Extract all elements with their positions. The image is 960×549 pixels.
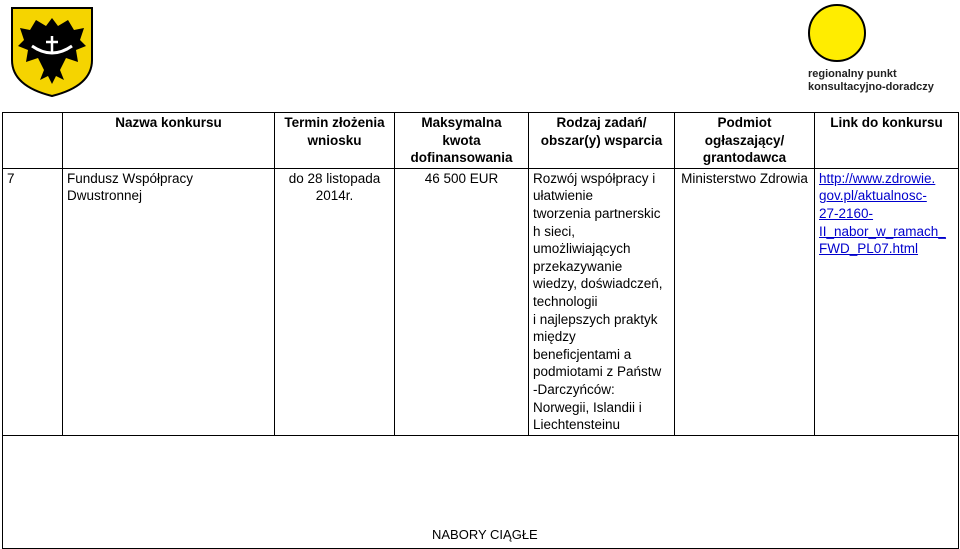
- header-scope: Rodzaj zadań/ obszar(y) wsparcia: [529, 113, 675, 169]
- yellow-circle-icon: [808, 4, 866, 62]
- link-line-1[interactable]: http://www.zdrowie.: [819, 170, 936, 186]
- header-row: [3, 113, 959, 169]
- footer-label: NABORY CIĄGŁE: [432, 527, 538, 542]
- header-name: Nazwa konkursu: [63, 113, 275, 169]
- crest-icon: [10, 6, 94, 98]
- row-number: 7: [3, 168, 63, 435]
- brand-line-1: regionalny punkt: [808, 68, 897, 80]
- header-link: Link do konkursu: [815, 113, 959, 169]
- grant-table: [2, 112, 959, 549]
- link-line-3[interactable]: 27-2160-: [819, 205, 874, 221]
- header-deadline: Termin złożenia wniosku: [275, 113, 395, 169]
- link-line-4[interactable]: II_nabor_w_ramach_: [819, 223, 946, 239]
- link-line-2[interactable]: gov.pl/aktualnosc-: [819, 188, 927, 204]
- regional-point-logo: [800, 4, 950, 96]
- row-scope: Rozwój współpracy i ułatwienie tworzenia partnerskic h sieci, umożliwiających przekazywanie wiedzy, doświadczeń, technologii i najlepszych praktyk między beneficjentami a podmiotami z Państw -Darczyńców: Norwegii, Islandii i Liechtensteinu: [529, 168, 675, 435]
- header-number: [3, 113, 63, 169]
- row-amount: 46 500 EUR: [395, 168, 529, 435]
- row-name: Fundusz Współpracy Dwustronnej: [63, 168, 275, 435]
- row-link[interactable]: [815, 168, 959, 435]
- brand-text: [808, 68, 934, 94]
- header-issuer: Podmiot ogłaszający/ grantodawca: [675, 113, 815, 169]
- row-deadline: do 28 listopada 2014r.: [275, 168, 395, 435]
- link-line-5[interactable]: FWD_PL07.html: [819, 241, 919, 257]
- header-amount: Maksymalna kwota dofinansowania: [395, 113, 529, 169]
- brand-line-2: konsultacyjno-doradczy: [808, 81, 934, 93]
- table-row: [3, 168, 959, 435]
- row-issuer: Ministerstwo Zdrowia: [675, 168, 815, 435]
